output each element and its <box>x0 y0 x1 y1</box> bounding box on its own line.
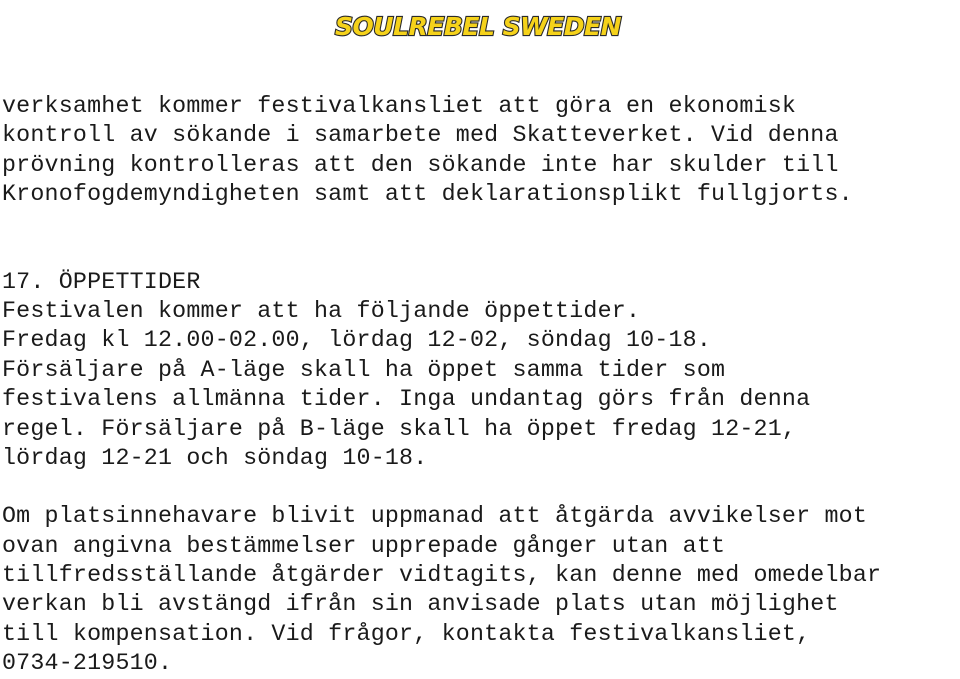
text-line: regel. Försäljare på B-läge skall ha öppet fredag 12-21, <box>2 415 797 442</box>
text-line: 0734-219510. <box>2 650 173 677</box>
document-body <box>2 92 960 679</box>
spacer <box>2 210 960 268</box>
text-line: prövning kontrolleras att den sökande inte har skulder till <box>2 151 839 178</box>
text-line: kontroll av sökande i samarbete med Skatteverket. Vid denna <box>2 122 839 149</box>
spacer <box>2 473 960 502</box>
text-line: verksamhet kommer festivalkansliet att göra en ekonomisk <box>2 93 797 119</box>
text-line: verkan bli avstängd ifrån sin anvisade plats utan möjlighet <box>2 591 839 618</box>
text-line: Kronofogdemyndigheten samt att deklarationsplikt fullgjorts. <box>2 181 853 208</box>
section-heading: 17. ÖPPETTIDER <box>2 268 201 295</box>
text-line: Fredag kl 12.00-02.00, lördag 12-02, söndag 10-18. <box>2 327 712 354</box>
text-line: Om platsinnehavare blivit uppmanad att åtgärda avvikelser mot <box>2 503 868 530</box>
text-line: Försäljare på A-läge skall ha öppet samma tider som <box>2 356 726 383</box>
paragraph-checks <box>2 92 960 210</box>
text-line: festivalens allmänna tider. Inga undantag görs från denna <box>2 386 811 413</box>
soulrebel-sweden-logo <box>0 6 960 46</box>
svg-text:SOULREBEL SWEDEN: SOULREBEL SWEDEN <box>335 12 621 41</box>
paragraph-violations <box>2 502 960 678</box>
text-line: tillfredsställande åtgärder vidtagits, kan denne med omedelbar <box>2 562 882 589</box>
section-opening-hours <box>2 268 960 474</box>
text-line: ovan angivna bestämmelser upprepade gånger utan att <box>2 532 726 559</box>
text-line: lördag 12-21 och söndag 10-18. <box>2 444 428 471</box>
text-line: till kompensation. Vid frågor, kontakta festivalkansliet, <box>2 620 811 647</box>
text-line: Festivalen kommer att ha följande öppettider. <box>2 297 641 324</box>
